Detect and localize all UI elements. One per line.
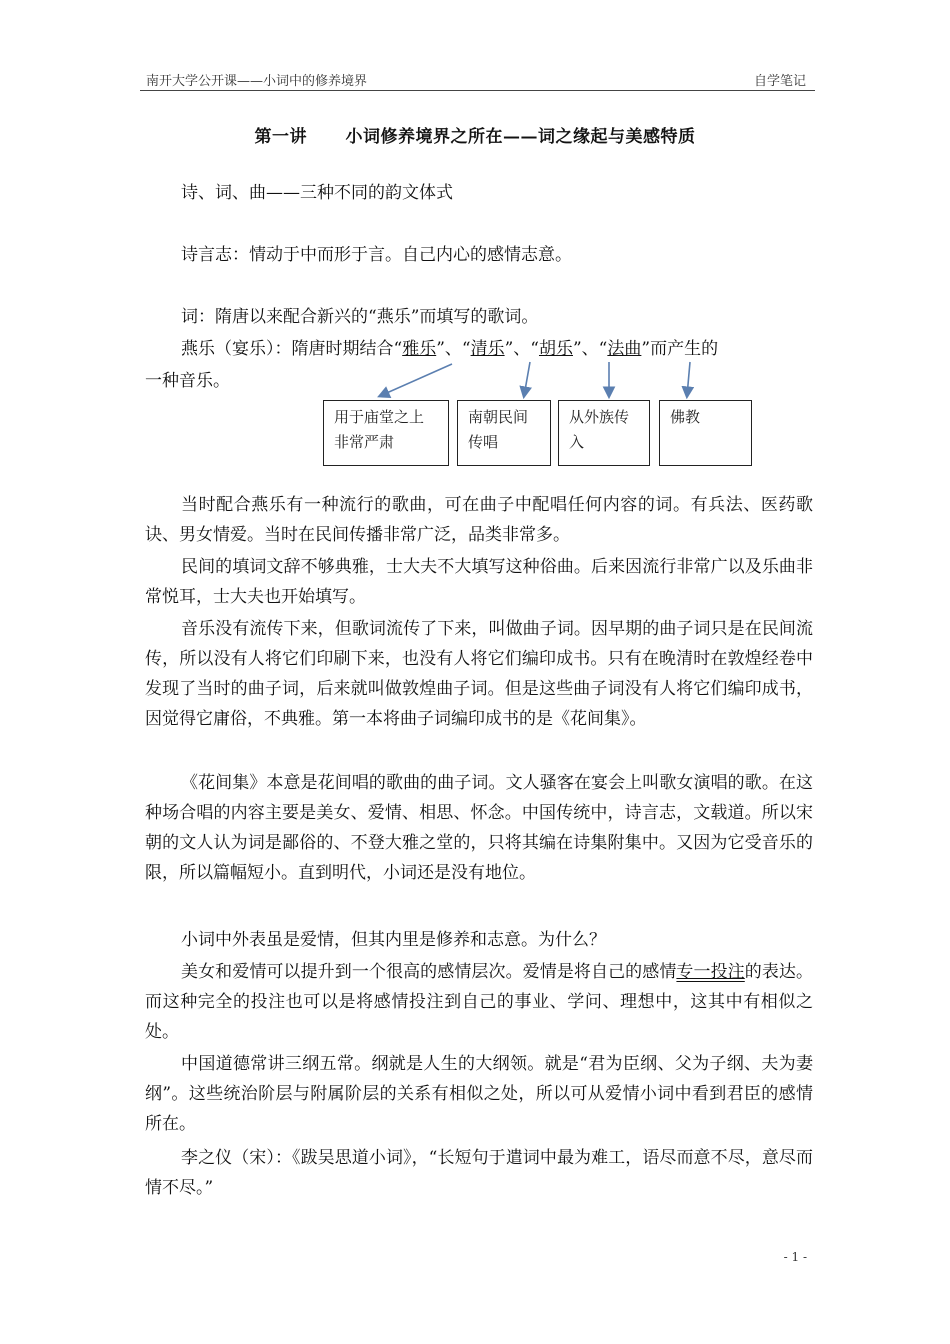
emphasis-devotion: 专一投注 bbox=[676, 962, 745, 982]
arrow-qingyue bbox=[524, 362, 530, 396]
body-paragraph-5: 小词中外表虽是爱情，但其内里是修养和志意。为什么？ bbox=[181, 930, 606, 950]
body-paragraph-6 bbox=[145, 957, 813, 1047]
body-paragraph-7: 中国道德常讲三纲五常。纲就是人生的大纲领。就是“君为臣纲、父为子纲、夫为妻纲”。这些统治阶层与附属阶层的关系有相似之处，所以可从爱情小词中看到君臣的感情所在。 bbox=[145, 1054, 813, 1134]
term-separator: ”、“ bbox=[504, 339, 539, 359]
box-faqu-note: 佛教 bbox=[659, 400, 752, 466]
intro-paragraph-2: 诗言志：情动于中而形于言。自己内心的感情志意。 bbox=[181, 245, 572, 265]
term-yayue: 雅乐 bbox=[402, 339, 437, 359]
header-notes-label: 自学笔记 bbox=[753, 74, 806, 89]
intro-paragraph-3: 词：隋唐以来配合新兴的“燕乐”而填写的歌词。 bbox=[181, 307, 539, 327]
body-paragraph-2: 民间的填词文辞不够典雅，士大夫不大填写这种俗曲。后来因流行非常广以及乐曲非常悦耳，士大夫也开始填写。 bbox=[145, 557, 813, 607]
term-separator: ”、“ bbox=[436, 339, 471, 359]
intro-paragraph-1: 诗、词、曲——三种不同的韵文体式 bbox=[181, 183, 453, 203]
body-paragraph-4: 《花间集》本意是花间唱的歌曲的曲子词。文人骚客在宴会上叫歌女演唱的歌。在这种场合唱的内容主要是美女、爱情、相思、怀念。中国传统中，诗言志，文载道。所以宋朝的文人认为词是鄙俗的、不登大雅之堂的，只将其编在诗集附集中。又因为它受音乐的限，所以篇幅短小。直到明代，小词还是没有地位。 bbox=[145, 773, 813, 883]
love-text-start: 美女和爱情可以提升到一个很高的感情层次。爱情是将自己的感情 bbox=[181, 962, 677, 982]
love-text-end: 的表达。而这种完全的投注也可以是将感情投注到自己的事业、学问、理想中，这其中有相似之处。 bbox=[145, 962, 814, 1042]
lecture-subject: 小词修养境界之所在——词之缘起与美感特质 bbox=[345, 127, 696, 147]
body-paragraph-1: 当时配合燕乐有一种流行的歌曲，可在曲子中配唱任何内容的词。有兵法、医药歌诀、男女情爱。当时在民间传播非常广泛，品类非常多。 bbox=[145, 495, 813, 545]
box-huyue-note: 从外族传入 bbox=[558, 400, 650, 466]
term-qingyue: 清乐 bbox=[470, 339, 505, 359]
term-faqu: 法曲 bbox=[607, 339, 642, 359]
body-paragraph-3: 音乐没有流传下来，但歌词流传了下来，叫做曲子词。因早期的曲子词只是在民间流传，所以没有人将它们印刷下来，也没有人将它们编印成书。只有在晚清时在敦煌经卷中发现了当时的曲子词，后来就叫做敦煌曲子词。但是这些曲子词没有人将它们编印成书，因觉得它庸俗，不典雅。第一本将曲子词编印成书的是《花间集》。 bbox=[145, 619, 813, 729]
arrow-faqu bbox=[687, 362, 690, 396]
lecture-number: 第一讲 bbox=[254, 127, 308, 147]
term-huyue: 胡乐 bbox=[538, 339, 573, 359]
yanyue-prefix: 燕乐（宴乐）：隋唐时期结合“ bbox=[181, 339, 403, 359]
term-separator: ”、“ bbox=[572, 339, 608, 359]
arrow-yayue bbox=[380, 364, 452, 396]
body-paragraph-8: 李之仪（宋）：《跋吴思道小词》，“长短句于遣词中最为难工，语尽而意不尽，意尽而情不尽。” bbox=[145, 1148, 813, 1198]
page-number: - 1 - bbox=[783, 1250, 807, 1264]
header-course-title: 南开大学公开课——小词中的修养境界 bbox=[146, 74, 368, 89]
box-qingyue-note: 南朝民间传唱 bbox=[457, 400, 551, 466]
yanyue-suffix: ”而产生的 bbox=[641, 339, 719, 359]
box-yayue-note: 用于庙堂之上非常严肃 bbox=[323, 400, 449, 466]
yanyue-paragraph-line-2: 一种音乐。 bbox=[145, 371, 230, 391]
